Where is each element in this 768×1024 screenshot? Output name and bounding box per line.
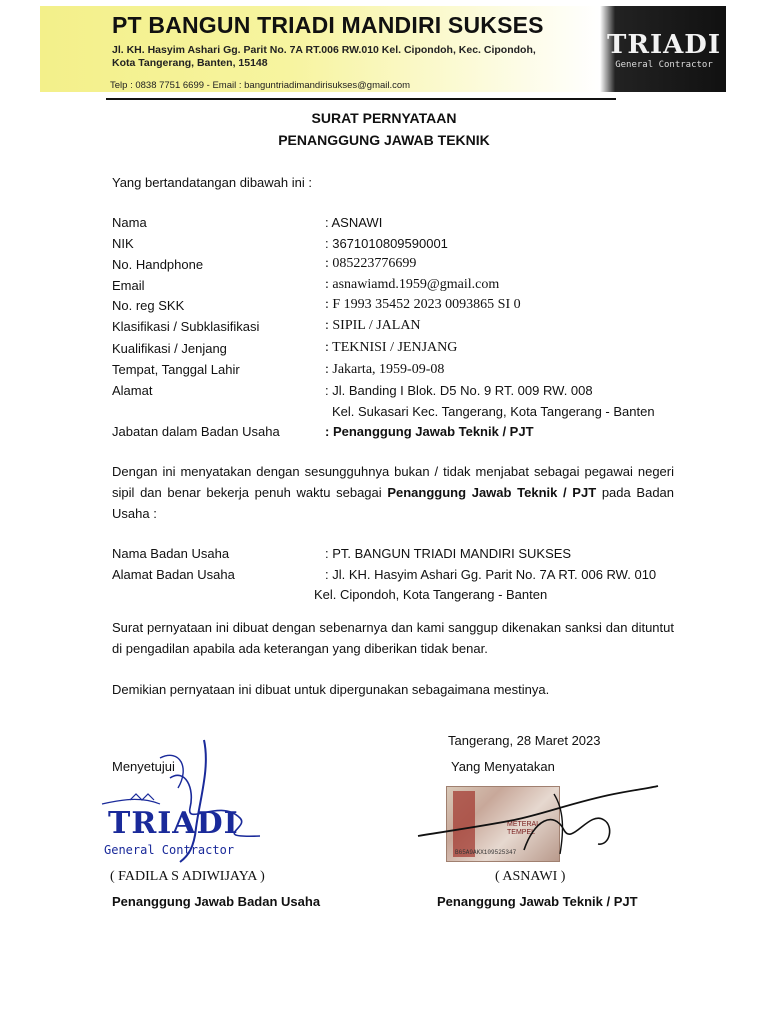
closing-paragraph: Surat pernyataan ini dibuat dengan sebenarnya dan kami sanggup dikenakan sanksi dan dituntut di pengadilan apabila ada keterangan yang diberikan tidak benar. — [112, 620, 674, 656]
stamp-label: METERAI TEMPEL — [507, 821, 539, 836]
field-value: : TEKNISI / JENJANG — [325, 340, 458, 355]
field-value: : 3671010809590001 — [325, 236, 448, 251]
company-address-label: Alamat Badan Usaha — [112, 567, 235, 582]
field-label: Kualifikasi / Jenjang — [112, 341, 227, 356]
field-label: Klasifikasi / Subklasifikasi — [112, 319, 260, 334]
field-label: Email — [112, 278, 145, 293]
place-date: Tangerang, 28 Maret 2023 — [448, 733, 601, 748]
intro-text: Yang bertandatangan dibawah ini : — [112, 175, 312, 190]
field-value: : SIPIL / JALAN — [325, 318, 421, 333]
company-name: PT BANGUN TRIADI MANDIRI SUKSES — [112, 12, 544, 38]
field-label: No. Handphone — [112, 257, 204, 272]
stamp-serial: B65A9AKX109525347 — [455, 849, 517, 856]
statement-role: Penanggung Jawab Teknik / PJT — [387, 485, 597, 500]
declarant-name: ( ASNAWI ) — [495, 869, 566, 884]
company-address-value: : Jl. KH. Hasyim Ashari Gg. Parit No. 7A RT. 006 RW. 010 — [325, 567, 657, 582]
declarant-role: Penanggung Jawab Teknik / PJT — [437, 894, 638, 909]
company-address-line2: Kota Tangerang, Banten, 15148 — [112, 57, 268, 69]
company-name-label: Nama Badan Usaha — [112, 546, 230, 561]
closing-statement: Demikian pernyataan ini dibuat untuk dipergunakan sebagaimana mestinya. — [112, 682, 550, 697]
address-line2: Kel. Sukasari Kec. Tangerang, Kota Tangerang - Banten — [332, 404, 655, 419]
company-address-line2: Kel. Cipondoh, Kota Tangerang - Banten — [314, 587, 548, 602]
approval-caption: Menyetujui — [112, 759, 175, 774]
field-label: Nama — [112, 215, 147, 230]
company-name-value: : PT. BANGUN TRIADI MANDIRI SUKSES — [325, 546, 572, 561]
jabatan-value: : Penanggung Jawab Teknik / PJT — [325, 424, 534, 439]
stamp-logo-subtext: General Contractor — [104, 843, 235, 857]
field-label: Alamat — [112, 383, 153, 398]
logo-subtext: General Contractor — [615, 60, 713, 70]
field-value: : Jakarta, 1959-09-08 — [325, 362, 445, 377]
logo-text: TRIADI — [607, 30, 721, 60]
field-label: No. reg SKK — [112, 298, 185, 313]
document-subtitle: PENANGGUNG JAWAB TEKNIK — [278, 132, 490, 148]
approver-role: Penanggung Jawab Badan Usaha — [112, 894, 321, 909]
field-value: : Jl. Banding I Blok. D5 No. 9 RT. 009 RW. 008 — [325, 383, 593, 398]
declarant-signature-icon — [414, 780, 664, 860]
field-value: : ASNAWI — [325, 215, 383, 230]
company-address-line1: Jl. KH. Hasyim Ashari Gg. Parit No. 7A RT.006 RW.010 Kel. Cipondoh, Kec. Cipondoh, — [112, 44, 536, 56]
declarant-caption: Yang Menyatakan — [451, 759, 555, 774]
jabatan-label: Jabatan dalam Badan Usaha — [112, 424, 280, 439]
document-title: SURAT PERNYATAAN — [311, 110, 457, 126]
statement-paragraph — [112, 461, 674, 524]
field-value: : 085223776699 — [325, 256, 417, 271]
field-value: : asnawiamd.1959@gmail.com — [325, 277, 500, 292]
field-value: : F 1993 35452 2023 0093865 SI 0 — [325, 297, 521, 312]
letterhead — [40, 6, 726, 92]
statement-text-end: pada Badan Usaha : — [112, 485, 675, 521]
company-contact: Telp : 0838 7751 6699 - Email : banguntriadimandirisukses@gmail.com — [110, 80, 411, 91]
letterhead-divider — [106, 98, 616, 100]
statement-text: Dengan ini menyatakan dengan sesungguhnya bukan / tidak menjabat sebagai pegawai negeri sipil dan benar bekerja penuh waktu sebagai — [112, 464, 674, 500]
field-label: NIK — [112, 236, 134, 251]
field-label: Tempat, Tanggal Lahir — [112, 362, 240, 377]
approver-name: ( FADILA S ADIWIJAYA ) — [110, 869, 265, 884]
company-logo — [606, 32, 722, 70]
stamp-logo-text: TRIADI — [108, 806, 239, 841]
